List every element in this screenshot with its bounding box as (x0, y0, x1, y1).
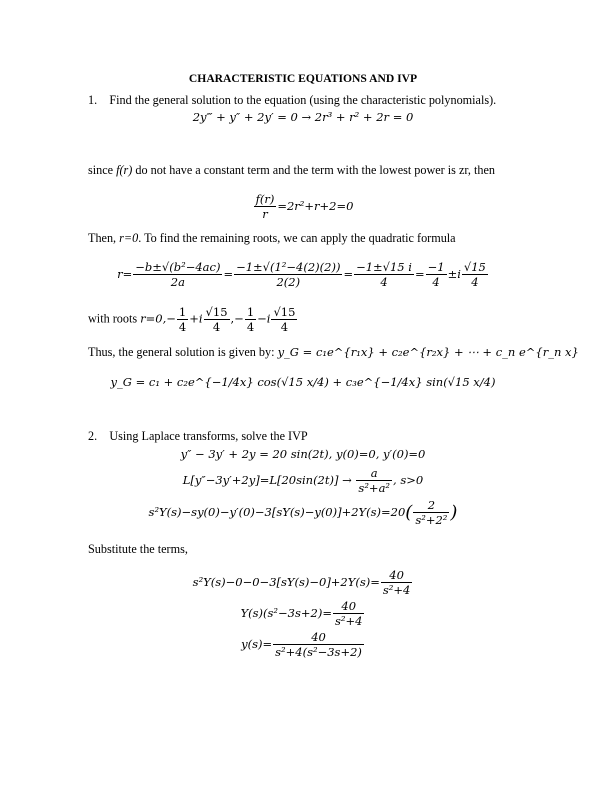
q2-prompt-line (88, 430, 308, 442)
roots-frac-1-den: 4 (178, 320, 187, 335)
q1-then-line (88, 232, 456, 244)
q2-step-2-den: s²+4 (334, 614, 363, 629)
roots-mid: ,− (230, 311, 244, 326)
q2-step-1-num: 40 (381, 568, 412, 583)
q2-step-2-num: 40 (333, 599, 364, 614)
q1-fr-rhs: =2r²+r+2=0 (277, 198, 354, 213)
document-title: CHARACTERISTIC EQUATIONS AND IVP (188, 72, 418, 85)
q2-transformed-line: s²Y(s)−sy(0)−y′(0)−3[sY(s)−y(0)]+2Y(s)=20( $\frac{2}{\text{s²+2²}}$ ) (148, 498, 458, 528)
qf-frac-1 (133, 260, 222, 290)
roots-frac-1 (177, 305, 188, 335)
q1-prompt-line (88, 94, 496, 106)
q1-then-r: r=0 (119, 231, 139, 245)
q1-then-b: . To find the remaining roots, we can apply the quadratic formula (138, 231, 456, 245)
q2-laplace-lhs: L[y″−3y′+2y]=L[20sin(2t)] → (182, 472, 356, 487)
q1-prompt: Find the general solution to the equation (using the characteristic polynomials). (109, 93, 497, 107)
roots-frac-2-num: √15 (205, 305, 228, 319)
roots-frac-3 (245, 305, 256, 335)
q2-step-3-frac (273, 630, 364, 660)
thus-eq: y_G = c₁e^{r₁x} + c₂e^{r₂x} + ⋯ + c_n e^{r_n x} (277, 345, 579, 359)
qf-frac-3-num: −1±√15 i (356, 260, 412, 274)
q2-step-1-frac (381, 568, 412, 598)
roots-pi: +i (189, 311, 203, 326)
q1-fr-over-r (0, 192, 606, 222)
q1-fr-den: r (262, 207, 268, 222)
q1-roots-line (88, 305, 298, 335)
q2-substitute-label: Substitute the terms, (88, 542, 188, 556)
qf-frac-4 (426, 260, 447, 290)
roots-frac-2-den: 4 (212, 320, 221, 335)
q2-laplace-frac (356, 466, 392, 496)
q2-laplace-den: s²+a² (358, 481, 391, 496)
q1-equation: 2y‴ + y″ + 2y′ = 0 → 2r³ + r² + 2r = 0 (192, 110, 414, 124)
q2-step-2-frac (333, 599, 364, 629)
q2-transformed-lhs: s²Y(s)−sy(0)−y′(0)−3[sY(s)−y(0)]+2Y(s)=20 (148, 504, 406, 519)
q2-transformed-den: s²+2² (415, 513, 448, 528)
qf-pm: ±i (447, 266, 461, 281)
q1-then-a: Then, (88, 231, 120, 245)
qf-frac-5 (462, 260, 488, 290)
q1-thus-line (88, 346, 579, 359)
q2-step-1-den: s²+4 (382, 583, 411, 598)
roots-frac-3-den: 4 (246, 320, 255, 335)
roots-frac-4 (271, 305, 297, 335)
roots-frac-3-num: 1 (246, 305, 255, 319)
roots-mi: −i (257, 311, 271, 326)
qf-frac-3-den: 4 (380, 275, 388, 290)
q2-transformed-num: 2 (413, 498, 449, 513)
q2-ivp-equation: y″ − 3y′ + 2y = 20 sin(2t), y(0)=0, y′(0)=0 (180, 447, 426, 461)
qf-frac-3 (354, 260, 414, 290)
qf-frac-4-den: 4 (432, 275, 440, 290)
q2-laplace-tail: , s>0 (393, 472, 424, 487)
qf-lhs: r= (117, 266, 133, 281)
roots-r: r=0,− (140, 311, 176, 326)
q2-step-3 (0, 630, 606, 660)
roots-a: with roots (88, 311, 141, 326)
q2-number: 2. (88, 429, 98, 443)
q2-step-1-lhs: s²Y(s)−0−0−3[sY(s)−0]+2Y(s)= (192, 574, 380, 589)
q2-transformed-frac (413, 498, 449, 528)
q1-since-fr: f(r) (116, 163, 133, 177)
qf-frac-1-den: 2a (170, 275, 185, 290)
q1-since-b: do not have a constant term and the term with the lowest power is zr, then (132, 163, 496, 177)
qf-frac-5-den: 4 (471, 275, 479, 290)
q1-number: 1. (88, 93, 98, 107)
q2-laplace-num: a (356, 466, 392, 481)
q2-step-2 (0, 599, 606, 629)
q2-step-3-lhs: y(s)= (241, 636, 273, 651)
q2-step-3-den: s²+4(s²−3s+2) (275, 645, 362, 660)
qf-frac-2 (234, 260, 342, 290)
q2-prompt: Using Laplace transforms, solve the IVP (109, 429, 308, 443)
qf-frac-5-num: √15 (463, 260, 486, 274)
thus-a: Thus, the general solution is given by: (88, 345, 278, 359)
q2-step-2-lhs: Y(s)(s²−3s+2)= (240, 605, 332, 620)
roots-frac-4-den: 4 (280, 320, 289, 335)
roots-frac-4-num: √15 (273, 305, 296, 319)
q2-step-1 (0, 568, 606, 598)
q1-general-solution: y_G = c₁ + c₂e^{−1/4x} cos(√15 x/4) + c₃e^{−1/4x} sin(√15 x/4) (110, 375, 496, 389)
qf-frac-4-num: −1 (427, 260, 445, 274)
q1-fr-fraction (254, 192, 277, 222)
qf-frac-2-den: 2(2) (276, 275, 301, 290)
qf-frac-1-num: −b±√(b²−4ac) (135, 260, 221, 274)
roots-frac-1-num: 1 (178, 305, 187, 319)
q2-step-3-num: 40 (273, 630, 364, 645)
q1-quadratic-formula: r= $\frac{\text{−b±√(b²−4ac)}}{2a}$ = $\frac{\text{−1±√(1²−4(2)(2))}}{2(2)}$ = $\frac{-1\pm√15 i}{4}$ = $\frac{-1}{4}$ ±i $\frac{√15}{4}$ (117, 260, 486, 290)
q2-laplace-line (0, 466, 606, 496)
q1-since-line (88, 164, 495, 176)
q1-fr-num: f(r) (255, 192, 275, 206)
roots-frac-2 (204, 305, 230, 335)
qf-frac-2-num: −1±√(1²−4(2)(2)) (236, 260, 341, 274)
q1-since-a: since (88, 163, 117, 177)
